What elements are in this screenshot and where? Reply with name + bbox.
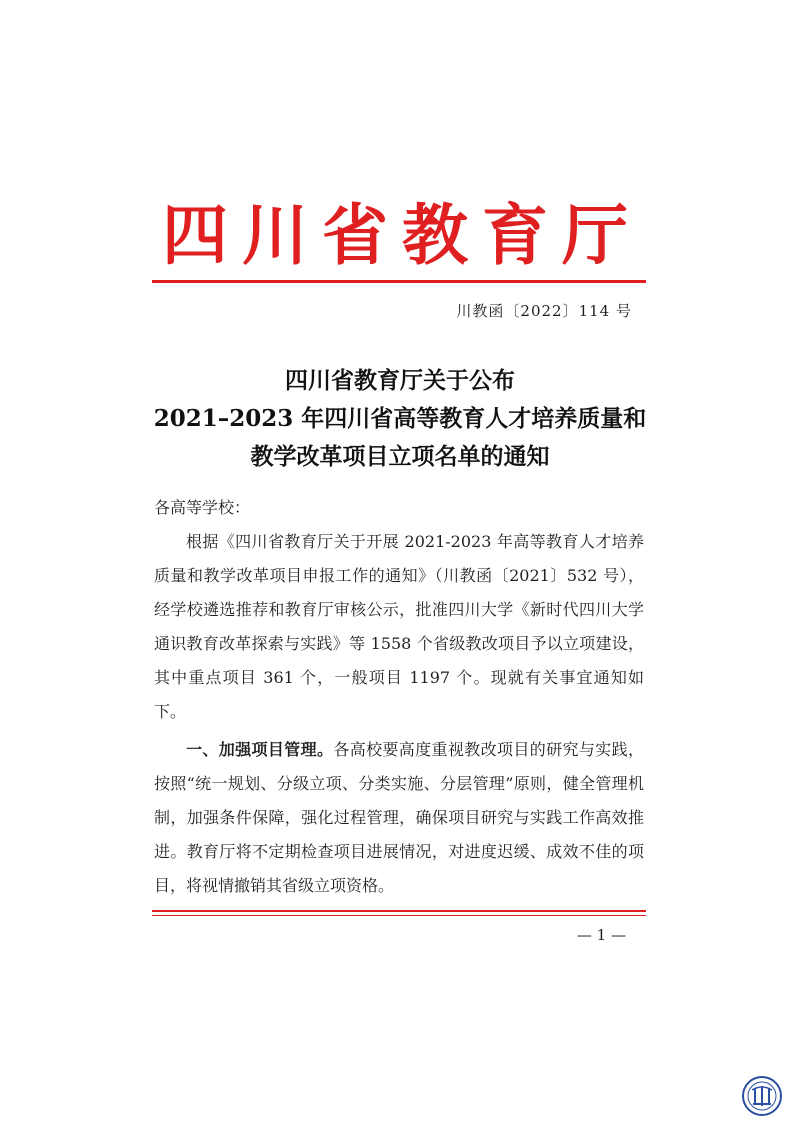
addressee: 各高等学校： bbox=[154, 498, 251, 517]
section-1-heading: 一、加强项目管理。 bbox=[186, 740, 334, 759]
page-number: — 1 — bbox=[576, 926, 626, 944]
notice-title-line-3: 教学改革项目立项名单的通知 bbox=[250, 443, 550, 470]
document-number: 川教函〔2022〕114 号 bbox=[456, 302, 632, 320]
notice-title bbox=[140, 362, 660, 476]
letterhead-title: 四川省教育厅 bbox=[162, 197, 642, 274]
paragraph-intro: 根据《四川省教育厅关于开展 2021-2023 年高等教育人才培养质量和教学改革项目申报工作的通知》（川教函〔2021〕532 号），经学校遴选推荐和教育厅审核公示，批准四川大学《新时代四川大学通识教育改革探索与实践》等 1558 个省级教改项目予以立项建设，其中重点项目 361 个，一般项目 1197 个。现就有关事宜通知如下。 bbox=[154, 532, 644, 721]
section-1-text: 各高校要高度重视教改项目的研究与实践，按照“统一规划、分级立项、分类实施、分层管理”原则，健全管理机制，加强条件保障，强化过程管理，确保项目研究与实践工作高效推进。教育厅将不定期检查项目进展情况，对进度迟缓、成效不佳的项目，将视情撤销其省级立项资格。 bbox=[154, 740, 644, 895]
notice-title-line-1: 四川省教育厅关于公布 bbox=[285, 367, 515, 394]
body-text bbox=[154, 525, 644, 903]
letterhead-red-rule bbox=[152, 280, 646, 283]
footer-red-rule-thin bbox=[152, 915, 646, 916]
notice-title-line-2: 2021–2023 年四川省高等教育人才培养质量和 bbox=[153, 405, 647, 432]
university-seal-icon bbox=[741, 1075, 783, 1117]
footer-red-rule bbox=[152, 910, 646, 912]
section-1 bbox=[154, 733, 644, 903]
